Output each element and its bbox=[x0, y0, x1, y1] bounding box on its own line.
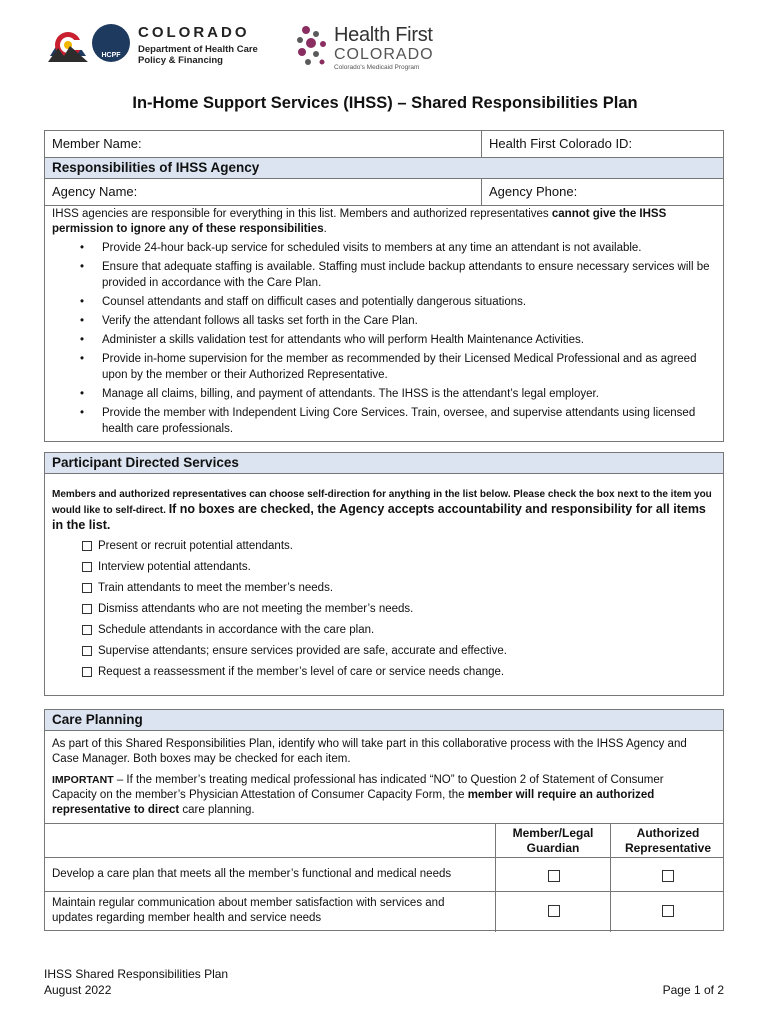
colorado-c-logo bbox=[46, 26, 90, 64]
department-name bbox=[138, 44, 258, 66]
important-bold: member will require an authorized representative to direct bbox=[52, 789, 655, 816]
section-heading-agency: Responsibilities of IHSS Agency bbox=[45, 158, 723, 179]
care-planning-text bbox=[45, 737, 723, 818]
member-checkbox-row-2[interactable] bbox=[548, 905, 560, 917]
member-checkbox-row-1[interactable] bbox=[548, 870, 560, 882]
list-item: • Provide in-home supervision for the member as recommended by their Licensed Medical Professional and as agreed upon by the member or their Authorized Representative. bbox=[52, 351, 713, 383]
checkbox[interactable] bbox=[82, 667, 92, 677]
list-item[interactable] bbox=[52, 580, 713, 601]
important-text: – If the member’s treating medical professional has indicated “NO” to Question 2 of Statement of Consumer Capacity on the member’s Physician Attestation of Consumer Capacity Form, the bbox=[52, 774, 664, 801]
health-first-subtitle: Colorado's Medicaid Program bbox=[334, 64, 420, 71]
intro-part-b: cannot give the IHSS permission to ignore any of these responsibilities bbox=[52, 208, 667, 235]
member-row bbox=[45, 131, 723, 158]
health-first-colorado: COLORADO bbox=[334, 46, 434, 63]
checkbox[interactable] bbox=[82, 646, 92, 656]
health-first-dots-icon bbox=[294, 24, 330, 68]
list-item: • Provide the member with Independent Living Core Services. Train, oversee, and supervise attendants using licensed health care professionals. bbox=[52, 405, 713, 437]
list-item[interactable] bbox=[52, 622, 713, 643]
list-item: • Provide 24-hour back-up service for scheduled visits to members at any time an attendant is not available. bbox=[52, 240, 713, 256]
care-planning-section bbox=[44, 709, 724, 931]
list-item: • Administer a skills validation test for attendants who will perform Health Maintenance Activities. bbox=[52, 332, 713, 348]
checkbox[interactable] bbox=[82, 562, 92, 572]
checkbox[interactable] bbox=[82, 583, 92, 593]
agency-bullet-list bbox=[52, 240, 713, 437]
agency-responsibilities-section bbox=[44, 130, 724, 442]
pds-checkbox-list bbox=[52, 538, 713, 685]
table-divider bbox=[610, 824, 611, 932]
table-row-label: Maintain regular communication about member satisfaction with services and updates regarding member health and service needs bbox=[52, 897, 445, 924]
checkbox-label: Interview potential attendants. bbox=[98, 561, 251, 573]
hcpf-seal-logo bbox=[92, 24, 130, 62]
checkbox-label: Train attendants to meet the member’s needs. bbox=[98, 582, 334, 594]
important-end: care planning. bbox=[179, 804, 255, 816]
checkbox-label: Supervise attendants; ensure services provided are safe, accurate and effective. bbox=[98, 645, 507, 657]
intro-part-c: . bbox=[323, 223, 327, 235]
checkbox-label: Schedule attendants in accordance with the care plan. bbox=[98, 624, 375, 636]
document-title: In-Home Support Services (IHSS) – Shared Responsibilities Plan bbox=[132, 94, 638, 112]
participant-directed-section bbox=[44, 452, 724, 696]
column-header-representative: Authorized Representative bbox=[624, 826, 712, 855]
table-row-label: Develop a care plan that meets all the member’s functional and medical needs bbox=[52, 868, 452, 880]
page-number: Page 1 of 2 bbox=[662, 983, 724, 997]
pds-intro bbox=[52, 487, 713, 534]
section-heading-pds: Participant Directed Services bbox=[45, 453, 723, 474]
list-item: • Manage all claims, billing, and payment of attendants. The IHSS is the attendant’s legal employer. bbox=[52, 386, 713, 402]
list-item[interactable] bbox=[52, 538, 713, 559]
health-first-title: Health First bbox=[334, 24, 433, 46]
dept-line-1: Department of Health Care bbox=[138, 44, 258, 55]
list-item[interactable] bbox=[52, 664, 713, 685]
list-item: • Counsel attendants and staff on difficult cases and potentially dangerous situations. bbox=[52, 294, 713, 310]
agency-name-field[interactable]: Agency Name: bbox=[45, 179, 482, 205]
table-divider bbox=[45, 857, 723, 858]
pds-intro-b: If no boxes are checked, the Agency accepts accountability and responsibility for all items in the list. bbox=[52, 502, 706, 532]
footer-doc-name: IHSS Shared Responsibilities Plan bbox=[44, 967, 229, 981]
footer-left bbox=[44, 966, 228, 998]
representative-checkbox-row-2[interactable] bbox=[662, 905, 674, 917]
list-item[interactable] bbox=[52, 643, 713, 664]
seal-text: HCPF bbox=[101, 52, 121, 59]
footer-date: August 2022 bbox=[44, 983, 112, 997]
section-heading-care-planning: Care Planning bbox=[45, 710, 723, 731]
agency-row bbox=[45, 179, 723, 206]
agency-intro-text bbox=[52, 207, 713, 237]
colorado-wordmark: COLORADO bbox=[138, 24, 250, 41]
table-divider bbox=[45, 891, 723, 892]
agency-phone-field[interactable]: Agency Phone: bbox=[489, 184, 578, 199]
care-planning-table bbox=[45, 823, 723, 932]
list-item: • Verify the attendant follows all tasks set forth in the Care Plan. bbox=[52, 313, 713, 329]
checkbox[interactable] bbox=[82, 625, 92, 635]
checkbox[interactable] bbox=[82, 604, 92, 614]
agency-intro bbox=[45, 207, 723, 440]
member-name-field[interactable]: Member Name: bbox=[45, 131, 482, 157]
checkbox-label: Dismiss attendants who are not meeting the member’s needs. bbox=[98, 603, 414, 615]
health-first-id-field[interactable]: Health First Colorado ID: bbox=[489, 136, 633, 151]
important-label: IMPORTANT bbox=[52, 774, 114, 786]
list-item: • Ensure that adequate staffing is available. Staffing must include backup attendants to ensure necessary services will be provided in accordance with the Care Plan. bbox=[52, 259, 713, 291]
checkbox[interactable] bbox=[82, 541, 92, 551]
dept-line-2: Policy & Financing bbox=[138, 55, 223, 66]
important-note bbox=[52, 773, 711, 818]
list-item[interactable] bbox=[52, 559, 713, 580]
care-planning-intro: As part of this Shared Responsibilities Plan, identify who will take part in this collaborative process with the IHSS Agency and Case Manager. Both boxes may be checked for each item. bbox=[52, 738, 687, 765]
column-header-member: Member/Legal Guardian bbox=[512, 826, 594, 855]
pds-content bbox=[45, 487, 723, 685]
checkbox-label: Present or recruit potential attendants. bbox=[98, 540, 293, 552]
list-item[interactable] bbox=[52, 601, 713, 622]
pds-intro-a: Members and authorized representatives can choose self-direction for anything in the list below. Please check the box next to the item you would like to self-direct. bbox=[52, 489, 712, 516]
representative-checkbox-row-1[interactable] bbox=[662, 870, 674, 882]
intro-part-a: IHSS agencies are responsible for everything in this list. Members and authorized representatives bbox=[52, 208, 552, 220]
table-divider bbox=[495, 824, 496, 932]
checkbox-label: Request a reassessment if the member’s level of care or service needs change. bbox=[98, 666, 505, 678]
